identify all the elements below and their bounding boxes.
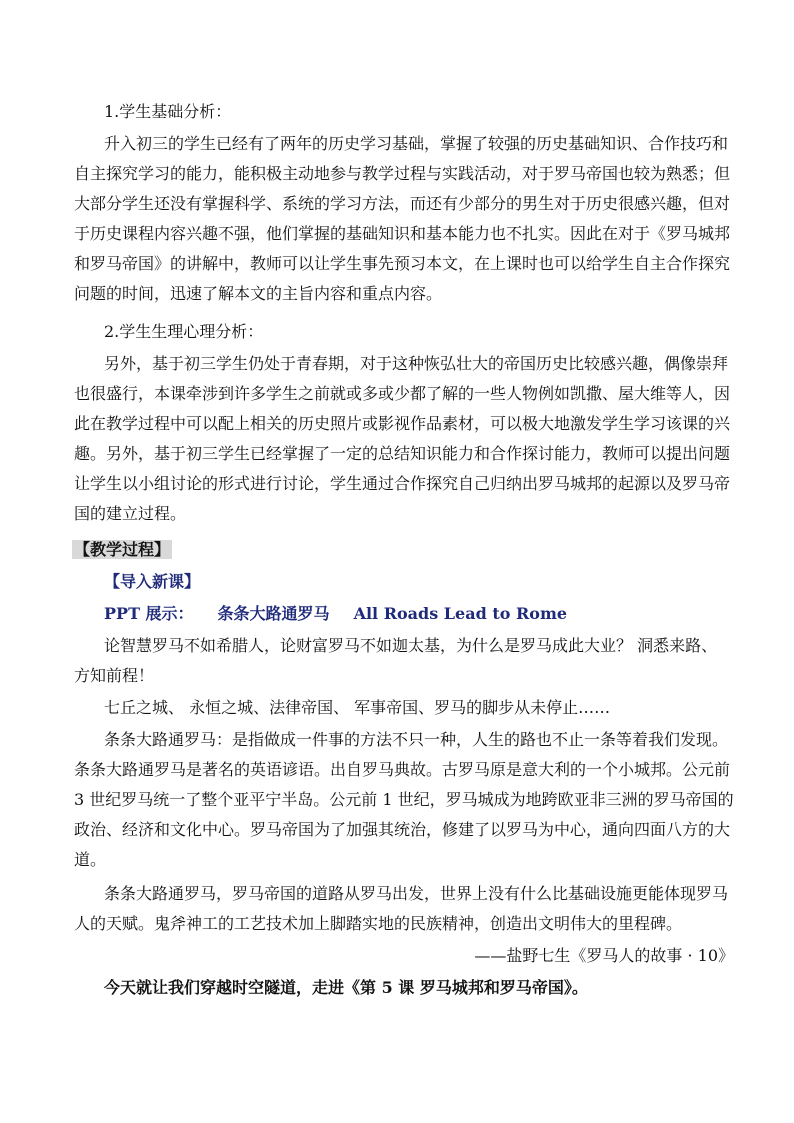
paragraph-line: 道。 — [74, 850, 107, 869]
paragraph-line: 和罗马帝国》的讲解中，教师可以让学生事先预习本文，在上课时也可以给学生自主合作探究 — [74, 254, 731, 273]
paragraph-line: 3 世纪罗马统一了整个亚平宁半岛。公元前 1 世纪，罗马城成为地跨欧亚非三洲的罗马帝国的 — [74, 790, 734, 809]
paragraph-line: 问题的时间，迅速了解本文的主旨内容和重点内容。 — [74, 284, 443, 303]
paragraph-line: 政治、经济和文化中心。罗马帝国为了加强其统治，修建了以罗马为中心，通向四面八方的大 — [74, 820, 731, 839]
paragraph-line: 条条大路通罗马：是指做成一件事的方法不只一种，人生的路也不止一条等着我们发现。 — [104, 730, 729, 749]
closing-statement: 今天就让我们穿越时空隧道，走进《第 5 课 罗马城邦和罗马帝国》。 — [104, 978, 588, 997]
paragraph-line: 自主探究学习的能力，能积极主动地参与教学过程与实践活动，对于罗马帝国也较为熟悉；但 — [74, 164, 731, 183]
teaching-process-header — [72, 540, 172, 560]
intro-header: 【导入新课】 — [104, 572, 201, 591]
paragraph-line: 也很盛行，本课牵涉到许多学生之前就或多或少都了解的一些人物例如凯撒、屋大维等人，因 — [74, 384, 731, 403]
ppt-title-en: All Roads Lead to Rome — [353, 604, 568, 623]
paragraph-line: 另外，基于初三学生仍处于青春期，对于这种恢弘壮大的帝国历史比较感兴趣，偶像崇拜 — [104, 354, 729, 373]
teaching-process-label: 【教学过程】 — [74, 540, 171, 559]
paragraph-line: 国的建立过程。 — [74, 504, 187, 523]
paragraph-line: 条条大路通罗马，罗马帝国的道路从罗马出发，世界上没有什么比基础设施更能体现罗马 — [104, 884, 729, 903]
section-heading-student-basis: 1.学生基础分析： — [104, 102, 232, 121]
paragraph-line: 于历史课程内容兴趣不强，他们掌握的基础知识和基本能力也不扎实。因此在对于《罗马城邦 — [74, 224, 731, 243]
paragraph-line: 论智慧罗马不如希腊人，论财富罗马不如迦太基，为什么是罗马成此大业？ 洞悉来路、 — [104, 636, 718, 655]
paragraph-line: 七丘之城、 永恒之城、法律帝国、 军事帝国、罗马的脚步从未停止…… — [104, 698, 611, 717]
section-heading-psychology: 2.学生生理心理分析： — [104, 322, 264, 341]
ppt-display-line — [104, 604, 567, 624]
paragraph-line: 大部分学生还没有掌握科学、系统的学习方法，而还有少部分的男生对于历史很感兴趣，但对 — [74, 194, 731, 213]
paragraph-line: 人的天赋。鬼斧神工的工艺技术加上脚踏实地的民族精神，创造出文明伟大的里程碑。 — [74, 914, 683, 933]
paragraph-line: 方知前程！ — [74, 666, 155, 685]
paragraph-line: 此在教学过程中可以配上相关的历史照片或影视作品素材，可以极大地激发学生学习该课的兴 — [74, 414, 731, 433]
paragraph-line: 升入初三的学生已经有了两年的历史学习基础，掌握了较强的历史基础知识、合作技巧和 — [104, 134, 729, 153]
paragraph-line: 趣。另外，基于初三学生已经掌握了一定的总结知识能力和合作探讨能力，教师可以提出问题 — [74, 444, 731, 463]
quote-source: ——盐野七生《罗马人的故事 · 10》 — [474, 946, 734, 965]
ppt-label: PPT 展示： — [104, 604, 194, 623]
paragraph-line: 让学生以小组讨论的形式进行讨论，学生通过合作探究自己归纳出罗马城邦的起源以及罗马帝 — [74, 474, 731, 493]
ppt-title-cn: 条条大路通罗马 — [217, 604, 330, 623]
paragraph-line: 条条大路通罗马是著名的英语谚语。出自罗马典故。古罗马原是意大利的一个小城邦。公元前 — [74, 760, 731, 779]
